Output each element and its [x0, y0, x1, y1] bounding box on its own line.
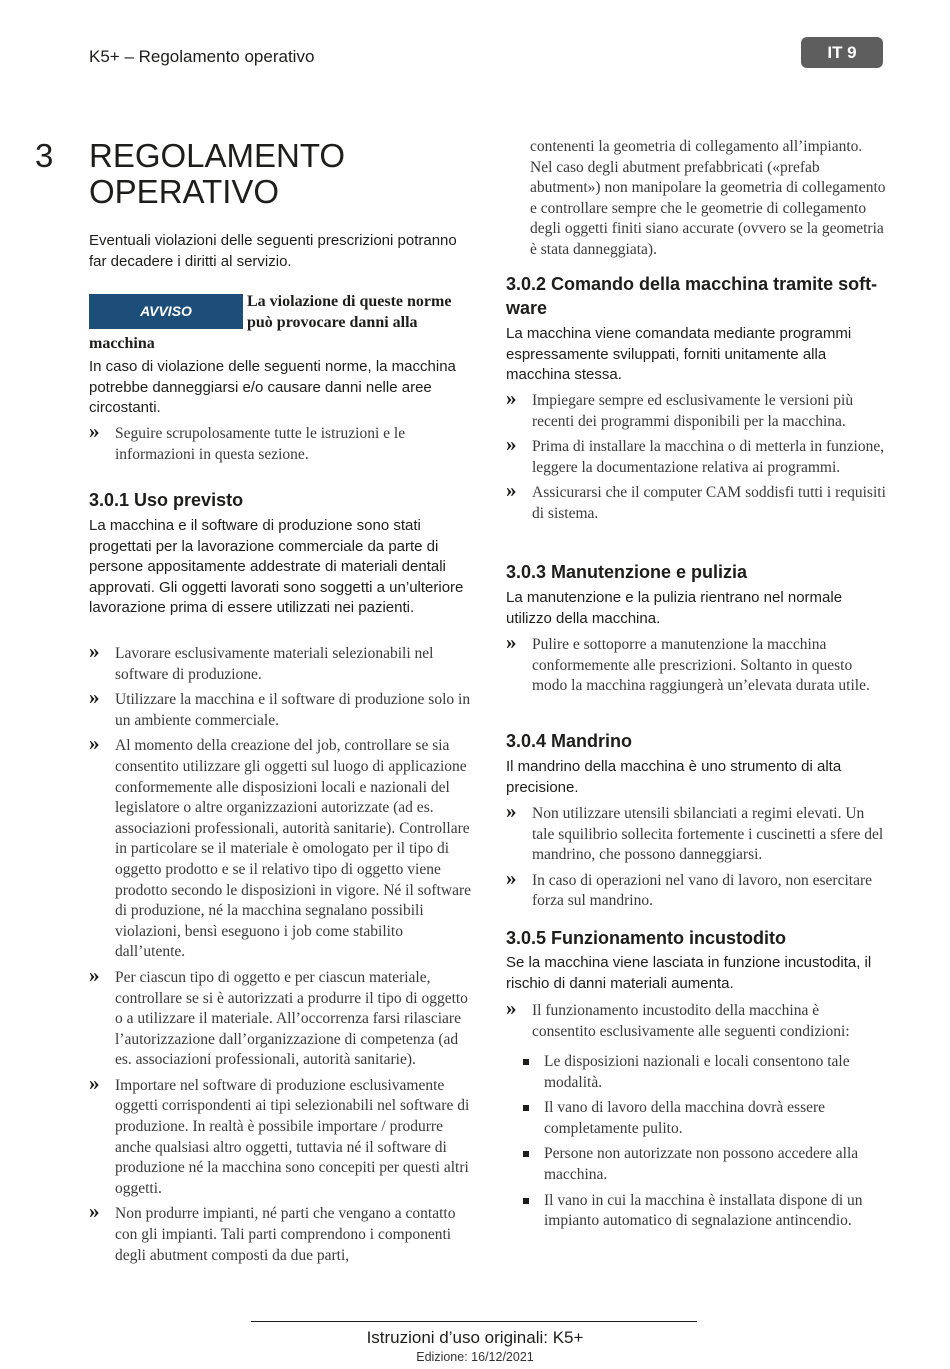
list-item: Il vano in cui la macchina è installata dispone di un impianto automatico di segnalazione antincendio. [506, 1191, 886, 1232]
bullet-marker-icon: » [506, 478, 517, 503]
notice-header [89, 294, 471, 354]
conditions-list [506, 1052, 886, 1237]
bullet-marker-icon: » [89, 1199, 100, 1224]
bullet-marker-icon: » [506, 799, 517, 823]
footer-divider [251, 1321, 697, 1322]
page-number-badge: IT 9 [801, 37, 883, 68]
section-bullets [506, 996, 886, 1047]
notice-heading-l2: può provocare danni alla [247, 314, 418, 331]
bullet-marker-icon: » [89, 1070, 100, 1095]
list-item: Persone non autorizzate non possono accedere alla macchina. [506, 1144, 886, 1185]
section-bullets [506, 386, 886, 530]
notice-label: AVVISO [89, 294, 243, 329]
footer-edition: Edizione: 16/12/2021 [416, 1350, 534, 1364]
section-text: Se la macchina viene lasciata in funzione incustodita, il rischio di danni materiali aumenta. [506, 954, 872, 992]
list-item: » Assicurarsi che il computer CAM soddisfi tutti i requisiti di sistema. [506, 478, 886, 522]
running-header: K5+ – Regolamento operativo [89, 47, 315, 66]
list-item: Il vano di lavoro della macchina dovrà essere completamente pulito. [506, 1098, 886, 1139]
intro-paragraph: Eventuali violazioni delle seguenti prescrizioni potranno far decadere i diritti al servizio. [89, 232, 457, 270]
section-title: 3.0.1 Uso previsto [89, 490, 244, 510]
bullet-marker-icon: » [506, 865, 517, 890]
square-bullet-icon [523, 1105, 529, 1111]
list-item: » Il funzionamento incustodito della macchina è consentito esclusivamente alle seguenti condizioni: [506, 996, 850, 1040]
bullet-marker-icon: » [506, 432, 517, 457]
list-item: » Lavorare esclusivamente materiali selezionabili nel software di produzione. [89, 639, 434, 683]
list-item: » Seguire scrupolosamente tutte le istruzioni e le informazioni in questa sezione. [89, 419, 406, 463]
list-item: » Non utilizzare utensili sbilanciati a regimi elevati. Un tale squilibrio sollecita fortemente i cuscinetti a sfere del mandrino, che possono danneggiarsi. [506, 799, 884, 864]
bullet-marker-icon: » [506, 630, 517, 654]
chapter-number: 3 [35, 137, 54, 174]
list-item: » Pulire e sottoporre a manutenzione la macchina conformemente alle prescrizioni. Soltanto in questo modo la macchina raggiungerà un’elevata durata utile. [506, 630, 870, 695]
section-bullets [506, 799, 886, 917]
list-item: » Al momento della creazione del job, controllare se sia consentito utilizzare gli oggetti sul luogo di applicazione conformemente alle disposizioni locali e nazionali del legislatore o altre organizzazioni autorizzate (ad es. associazioni professionali, autorità sanitarie). Controllare in particolare se il materiale è omologato per il tipo di oggetto prodotto e se il relativo tipo di oggetto viene prodotto secondo le disposizioni in vigore. Né il software di produzione, né la macchina segnalano possibili violazioni, bensì eseguono i job come stabilito dall’utente. [89, 731, 472, 961]
bullet-marker-icon: » [506, 996, 517, 1020]
square-bullet-icon [523, 1151, 529, 1157]
bullet-marker-icon: » [506, 386, 517, 410]
section-title [506, 272, 886, 320]
bullet-continuation: contenenti la geometria di collegamento all’impianto. Nel caso degli abutment prefabbricati («prefab abutment») non manipolare la geometria di collegamento e controllare sempre che le geometrie di collegamento degli oggetti finiti siano accurate (ovvero se la geometria è stata danneggiata). [530, 138, 886, 258]
bullet-marker-icon: » [89, 639, 100, 663]
square-bullet-icon [523, 1198, 529, 1204]
list-item: » Utilizzare la macchina e il software di produzione solo in un ambiente commerciale. [89, 685, 471, 729]
list-item: » Prima di installare la macchina o di metterla in funzione, leggere la documentazione relativa ai programmi. [506, 432, 885, 476]
section-title-l2: ware [506, 298, 548, 318]
section-bullets [506, 630, 886, 702]
bullet-marker-icon: » [89, 419, 100, 443]
section-text: La macchina e il software di produzione sono stati progettati per la lavorazione commerciale da parte di persone appositamente addestrate di materiali dentali approvati. Gli oggetti lavorati sono soggetti a un’ulteriore lavorazione prima di essere utilizzati nei pazienti. [89, 517, 464, 617]
notice-heading-l1: La violazione di queste norme [247, 293, 452, 310]
section-title: 3.0.3 Manutenzione e pulizia [506, 562, 748, 582]
list-item: Le disposizioni nazionali e locali consentono tale modalità. [506, 1052, 886, 1093]
notice-bullets [89, 419, 471, 470]
footer-title: Istruzioni d’uso originali: K5+ [366, 1328, 584, 1347]
list-item: » Non produrre impianti, né parti che vengano a contatto con gli impianti. Tali parti comprendono i componenti degli abutment composti da due parti, [89, 1199, 456, 1264]
list-item: » Importare nel software di produzione esclusivamente oggetti corrispondenti ai tipi selezionabili nel software di produzione. In realtà è possibile importare / produrre anche qualsiasi altro oggetti, tuttavia né il software di produzione né la macchina sono concepiti per questi altri oggetti. [89, 1070, 470, 1197]
section-bullets [89, 639, 472, 1271]
section-title: 3.0.5 Funzionamento incustodito [506, 928, 787, 948]
list-item: » In caso di operazioni nel vano di lavoro, non esercitare forza sul mandrino. [506, 865, 873, 910]
list-item: » Per ciascun tipo di oggetto e per ciascun materiale, controllare se si è autorizzati a produrre il tipo di oggetto o a utilizzare il materiale. All’occorrenza farsi rilasciare l’autorizzazione dall’organizzazione di competenza (ad es. associazioni professionali, autorità sanitarie). [89, 962, 468, 1069]
bullet-marker-icon: » [89, 685, 100, 710]
list-item: » Impiegare sempre ed esclusivamente le versioni più recenti dei programmi disponibili per la macchina. [506, 386, 854, 430]
chapter-title [89, 138, 345, 210]
section-text: La macchina viene comandata mediante programmi espressamente sviluppati, forniti unitamente alla macchina stessa. [506, 325, 852, 384]
chapter-title-line2: OPERATIVO [89, 173, 280, 210]
square-bullet-icon [523, 1059, 529, 1065]
section-title: 3.0.4 Mandrino [506, 731, 633, 751]
bullet-marker-icon: » [89, 731, 100, 756]
section-title-l1: 3.0.2 Comando della macchina tramite soft- [506, 274, 878, 294]
notice-text: In caso di violazione delle seguenti norme, la macchina potrebbe danneggiarsi e/o causare danni nelle aree circostanti. [89, 358, 456, 417]
chapter-title-line1: REGOLAMENTO [89, 137, 346, 174]
notice-heading-l3: macchina [89, 335, 155, 352]
bullet-marker-icon: » [89, 962, 100, 987]
section-text: Il mandrino della macchina è uno strumento di alta precisione. [506, 758, 842, 796]
section-text: La manutenzione e la pulizia rientrano nel normale utilizzo della macchina. [506, 589, 843, 627]
